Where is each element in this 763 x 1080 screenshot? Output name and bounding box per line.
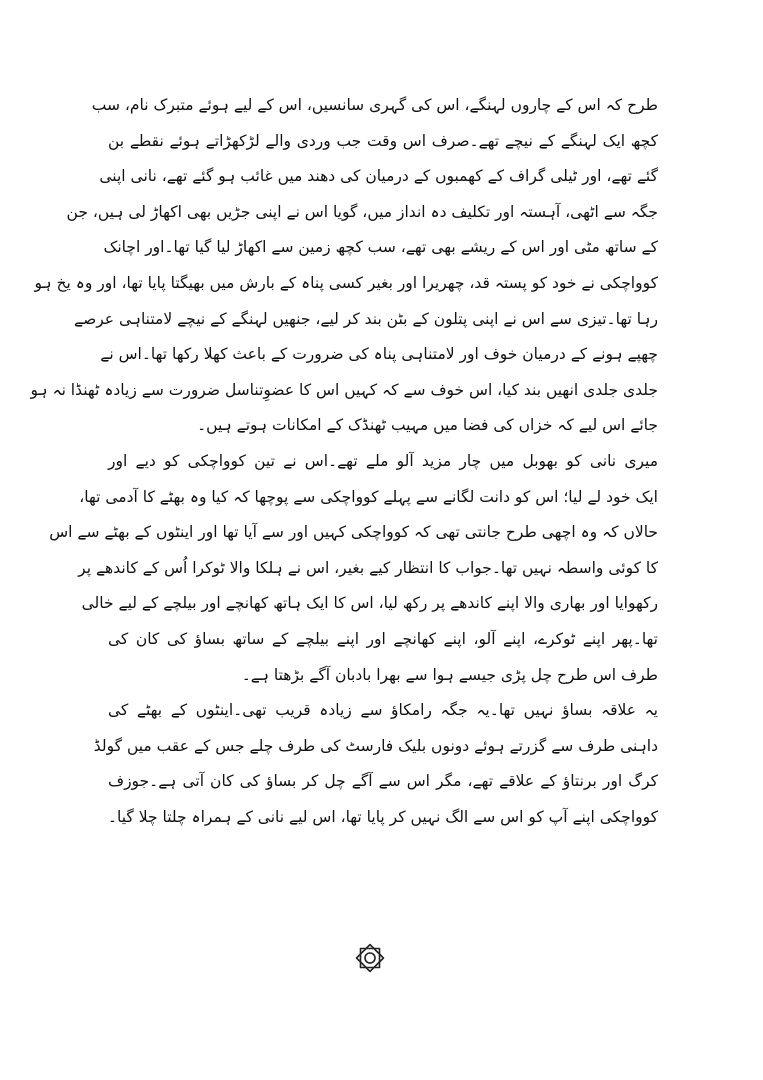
paragraph-1 — [30, 88, 658, 444]
text-line: تھا۔پھر اپنے ٹوکرے، اپنے آلو، اپنے کھانچے اور اپنے بیلچے کے ساتھ بساؤ کی کان کی — [108, 629, 658, 648]
paragraph-3 — [93, 693, 658, 835]
text-line: کے ساتھ مٹی اور اس کے ریشے بھی تھے، سب کچھ زمین سے اکھاڑ لیا گیا تھا۔اور اچانک — [103, 238, 658, 257]
text-line: جلدی جلدی انھیں بند کیا، اس خوف سے کہ کہیں اس کا عضوِتناسل ضرورت سے زیادہ ٹھنڈا نہ ہو — [30, 380, 658, 399]
text-line: ایک خود لے لیا؛ اس کو دانت لگانے سے پہلے کوواچکی سے پوچھا کہ کیا وہ بھٹے کا آدمی تھا، — [79, 487, 658, 506]
text-line: جائے اس لیے کہ خزاں کی فضا میں مہیب ٹھنڈک کے امکانات ہوتے ہیں۔ — [197, 416, 658, 435]
text-line: داہنی طرف سے گزرتے ہوئے دونوں بلیک فارسٹ کی طرف چلے جس کے عقب میں گولڈ — [93, 736, 658, 755]
text-line: کرگ اور برنتاؤ کے علاقے تھے، مگر اس سے آگے چل کر بساؤ کی کان آتی ہے۔جوزف — [108, 772, 658, 791]
text-line: یہ علاقہ بساؤ نہیں تھا۔یہ جگہ رامکاؤ سے زیادہ قریب تھی۔اینٹوں کے بھٹے کی — [108, 701, 658, 720]
text-line: جگہ سے اٹھی، آہستہ اور تکلیف دہ انداز میں، گویا اس نے اپنی جڑیں بھی اکھاڑ لی ہیں، جن — [66, 202, 658, 221]
text-line: حالاں کہ وہ اچھی طرح جانتی تھی کہ کوواچکی کہیں اور سے آیا تھا اور اینٹوں کے بھٹے سے اس — [49, 523, 658, 542]
text-line: طرف اس طرح چل پڑی جیسے ہوا سے بھرا بادبان آگے بڑھتا ہے۔ — [241, 665, 658, 684]
body-text — [30, 88, 658, 835]
text-line: چھپے ہونے کے درمیان خوف اور لامتناہی پناہ کی ضرورت کے باعث کھلا رکھا تھا۔اس نے — [100, 345, 658, 364]
text-line: کچھ ایک لہنگے کے نیچے تھے۔صرف اس وقت جب وردی والے لڑکھڑاتے ہوئے نقطے بن — [108, 131, 658, 150]
text-line: کا کوئی واسطہ نہیں تھا۔جواب کا انتظار کیے بغیر، اس نے ہلکا والا ٹوکرا اُس کے کاندھے پر — [78, 558, 658, 577]
text-line: گئے تھے، اور ٹیلی گراف کے کھمبوں کے درمیان کی دھند میں غائب ہو گئے تھے، نانی اپنی — [99, 167, 658, 186]
text-line: کوواچکی نے خود کو پستہ قد، چھریرا اور بغیر کسی پناہ کے بارش میں بھیگتا پایا تھا، اور وہ یخ ہو — [34, 273, 658, 292]
text-line: طرح کہ اس کے چاروں لہنگے، اس کی گہری سانسیں، اس کے لیے ہوئے متبرک نام، سب — [91, 96, 658, 114]
octagram-ornament-icon — [352, 940, 388, 976]
paragraph-2 — [49, 444, 658, 693]
text-line: رکھوایا اور بھاری والا اپنے کاندھے پر رکھ لیا، اس کا ایک ہاتھ کھانچے اور بیلچے کے لیے خالی — [81, 594, 658, 613]
text-line: رہا تھا۔تیزی سے اس نے اپنی پتلون کے بٹن بند کر لیے، جنھیں لہنگے کے نیچے لامتناہی عرصے — [73, 309, 658, 328]
text-line: کوواچکی اپنے آپ کو اس سے الگ نہیں کر پایا تھا، اس لیے نانی کے ہمراہ چلتا چلا گیا۔ — [107, 807, 658, 826]
text-line: میری نانی کو بھوبل میں چار مزید آلو ملے تھے۔اس نے تین کوواچکی کو دیے اور — [108, 451, 658, 470]
